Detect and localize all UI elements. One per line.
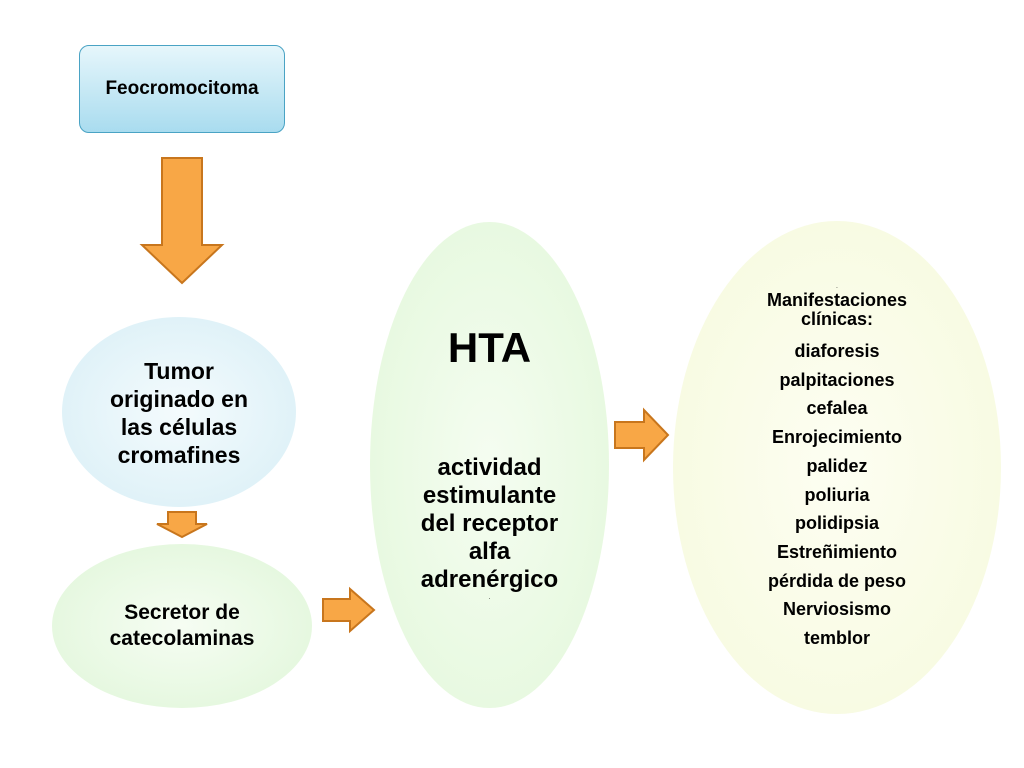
secretor-ellipse — [52, 544, 312, 708]
symptom-item: palidez — [806, 455, 868, 476]
feocromocitoma-box — [79, 45, 285, 133]
symptom-item: diaforesis — [794, 341, 880, 361]
right-arrow-secretor-to-hta — [322, 587, 376, 633]
symptom-item: temblor — [803, 628, 870, 649]
feocromocitoma-label: Feocromocitoma — [105, 78, 259, 99]
right-arrow-hta-to-manifestaciones — [614, 408, 670, 462]
hta-title: HTA — [447, 324, 532, 371]
manifestaciones-content — [673, 283, 1001, 653]
manifestaciones-dot: . — [836, 284, 838, 290]
hta-body — [370, 454, 609, 602]
symptom-item: poliuria — [804, 484, 870, 505]
manifestaciones-ellipse — [673, 221, 1001, 714]
symptom-item: polidipsia — [794, 513, 879, 534]
down-arrow-small — [155, 511, 209, 539]
tumor-label: Tumor originado en las células cromafines — [110, 358, 248, 468]
symptom-item: Enrojecimiento — [771, 427, 903, 448]
symptom-item: pérdida de peso — [767, 570, 907, 591]
hta-dot: . — [488, 595, 491, 601]
symptom-item: cefalea — [806, 398, 868, 419]
manifestaciones-heading: Manifestaciones clínicas: — [766, 290, 908, 329]
hta-description: actividad estimulante del receptor alfa adrenérgico — [420, 454, 559, 593]
symptom-item: Nerviosismo — [782, 599, 892, 620]
secretor-label: Secretor de catecolaminas — [109, 601, 255, 650]
hta-ellipse — [370, 222, 609, 708]
tumor-ellipse — [62, 317, 296, 507]
symptom-item: Estreñimiento — [776, 541, 898, 562]
down-arrow-large — [140, 157, 224, 285]
symptom-item: palpitaciones — [779, 369, 895, 390]
